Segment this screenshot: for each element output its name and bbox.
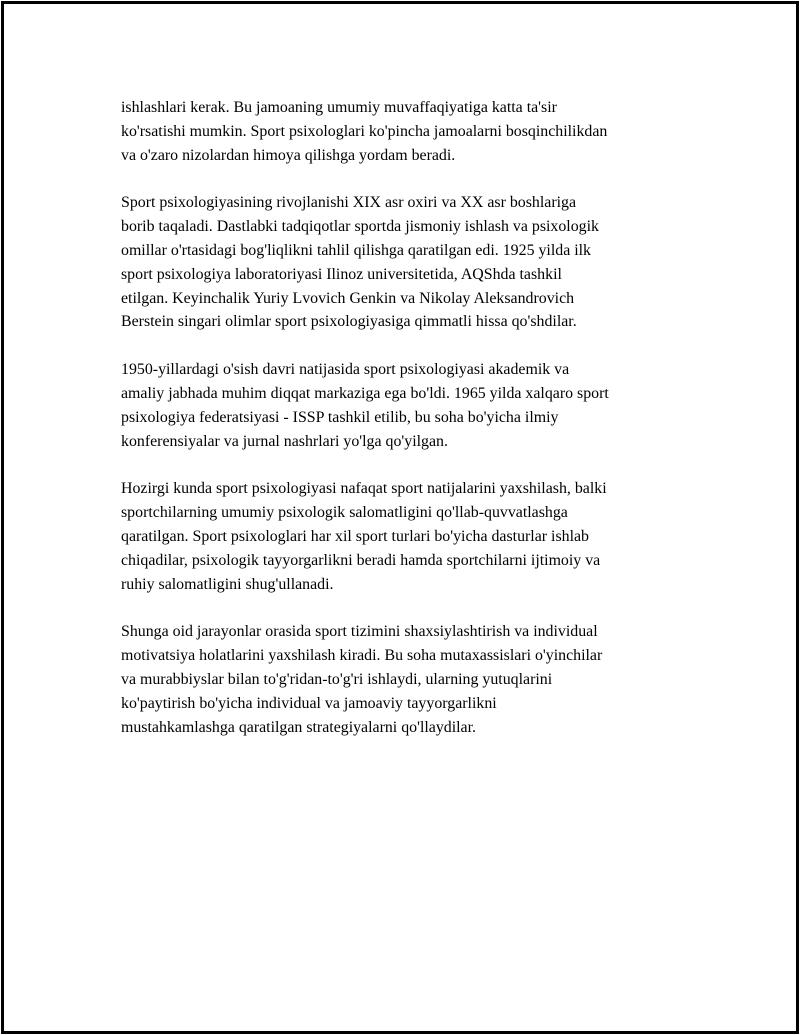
page-frame bbox=[1, 1, 799, 1034]
paragraph-1: ishlashlari kerak. Bu jamoaning umumiy muvaffaqiyatiga katta ta'sir ko'rsatishi mumkin. Sport psixologlari ko'pincha jamoalarni bosqinchilikdan va o'zaro nizolardan himoya qilishga yordam beradi. bbox=[121, 99, 608, 164]
paragraph-4: Hozirgi kunda sport psixologiyasi nafaqat sport natijalarini yaxshilash, balki sportchilarning umumiy psixologik salomatligini qo'llab-quvvatlashga qaratilgan. Sport psixologlari har xil sport turlari bo'yicha dasturlar ishlab chiqadilar, psixologik tayyorgarlikni beradi hamda sportchilarni ijtimoiy va ruhiy salomatligini shug'ullanadi. bbox=[121, 480, 607, 593]
paragraph-3: 1950-yillardagi o'sish davri natijasida sport psixologiyasi akademik va amaliy jabhada muhim diqqat markaziga ega bo'ldi. 1965 yilda xalqaro sport psixologiya federatsiyasi - ISSP tashkil etilib, bu soha bo'yicha ilmiy konferensiyalar va jurnal nashrlari yo'lga qo'yilgan. bbox=[121, 361, 609, 450]
paragraph-5: Shunga oid jarayonlar orasida sport tizimini shaxsiylashtirish va individual motivatsiya holatlarini yaxshilash kiradi. Bu soha mutaxassislari o'yinchilar va murabbiyslar bilan to'g'ridan-to'g'ri ishlaydi, ularning yutuqlarini ko'paytirish bo'yicha individual va jamoaviy tayyorgarlikni mustahkamlashga qaratilgan strategiyalarni qo'llaydilar. bbox=[121, 623, 603, 736]
page-content bbox=[121, 96, 693, 763]
paragraph-2: Sport psixologiyasining rivojlanishi XIX asr oxiri va XX asr boshlariga borib taqaladi. Dastlabki tadqiqotlar sportda jismoniy ishlash va psixologik omillar o'rtasidagi bog'liqlikni tahlil qilishga qaratilgan edi. 1925 yilda ilk sport psixologiya laboratoriyasi Ilinoz universitetida, AQShda tashkil etilgan. Keyinchalik Yuriy Lvovich Genkin va Nikolay Aleksandrovich Berstein singari olimlar sport psixologiyasiga qimmatli hissa qo'shdilar. bbox=[121, 194, 599, 331]
